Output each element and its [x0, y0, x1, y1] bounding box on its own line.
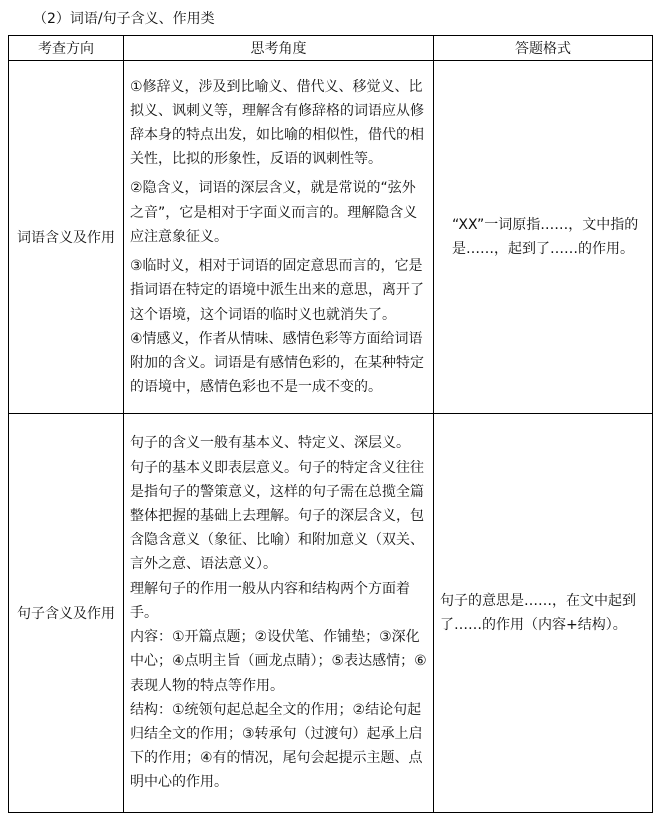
table-row	[9, 414, 653, 813]
table-header-row	[9, 36, 653, 61]
angle-text: 内容：①开篇点题；②设伏笔、作铺垫；③深化中心；④点明主旨（画龙点睛）；⑤表达感情；⑥表现人物的特点等作用。	[130, 629, 427, 694]
header-direction: 考查方向	[9, 36, 124, 61]
answer-format-table	[8, 35, 653, 813]
row-format-sentence: 句子的意思是……，在文中起到了……的作用（内容+结构）。	[434, 414, 653, 813]
angle-text: ②隐含义，词语的深层含义，就是常说的“弦外之音”，它是相对于字面义而言的。理解隐含义应注意象征义。	[130, 180, 418, 245]
row-direction-word: 词语含义及作用	[9, 61, 124, 414]
section-heading: （2）词语/句子含义、作用类	[33, 11, 215, 27]
angle-text: ③临时义，相对于词语的固定意思而言的，它是指词语在特定的语境中派生出来的意思，离开了这个语境，这个词语的临时义也就消失了。	[130, 258, 424, 323]
table-row	[9, 61, 653, 414]
angle-text: 结构：①统领句起总起全文的作用；②结论句起归结全文的作用；③转承句（过渡句）起承上启下的作用；④有的情况，尾句会起提示主题、点明中心的作用。	[130, 701, 423, 791]
angle-text: 句子的基本义即表层意义。句子的特定含义往往是指句子的警策意义，这样的句子需在总揽全篇整体把握的基础上去理解。句子的深层含义，包含隐含意义（象征、比喻）和附加意义（双关、言外之意、语法意义）。	[130, 459, 424, 573]
header-angle: 思考角度	[124, 36, 434, 61]
angle-text: 理解句子的作用一般从内容和结构两个方面着手。	[130, 580, 410, 621]
row-angles-word	[124, 61, 434, 414]
row-direction-sentence: 句子含义及作用	[9, 414, 124, 813]
angle-text: 句子的含义一般有基本义、特定义、深层义。	[130, 435, 410, 452]
angle-text: ④情感义，作者从情味、感情色彩等方面给词语附加的含义。词语是有感情色彩的，在某种特定的语境中，感情色彩也不是一成不变的。	[130, 330, 424, 396]
angle-text: ①修辞义，涉及到比喻义、借代义、移觉义、比拟义、讽刺义等，理解含有修辞格的词语应从修辞本身的特点出发，如比喻的相似性，借代的相关性，比拟的形象性，反语的讽刺性等。	[130, 78, 424, 168]
row-format-word: “XX”一词原指……，文中指的是……，起到了……的作用。	[434, 61, 653, 414]
header-format: 答题格式	[434, 36, 653, 61]
row-angles-sentence	[124, 414, 434, 813]
